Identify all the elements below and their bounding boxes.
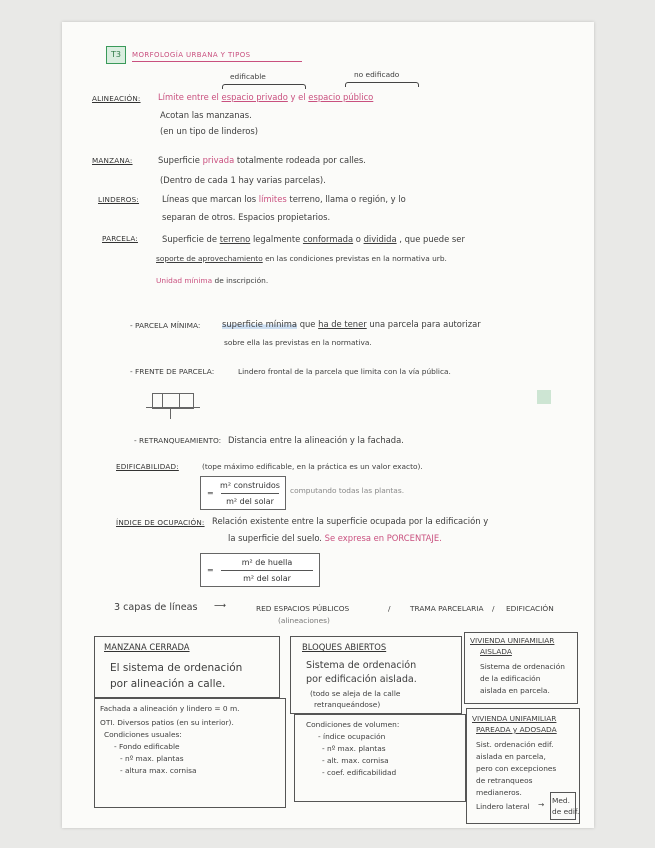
edificabilidad-note: computando todas las plantas. (290, 486, 405, 495)
capas-lead: 3 capas de líneas (114, 602, 198, 613)
retranqueo-text: Distancia entre la alineación y la fachada. (228, 435, 404, 445)
linderos-text-3: terreno, llama o región, y lo (289, 194, 406, 204)
manzana-detail-2: OTI. Diversos patios (en su interior). (100, 718, 234, 727)
term-parcela-minima: - PARCELA MÍNIMA: (130, 321, 201, 330)
parcela-text-unidad: Unidad mínima (156, 276, 213, 285)
alineacion-line-2: Acotan las manzanas. (160, 110, 252, 120)
manzana-detail-3: Condiciones usuales: (104, 730, 182, 739)
box-pareada-line-1: Sist. ordenación edif. (476, 740, 554, 749)
edificabilidad-numerator: m² construidos (220, 481, 280, 490)
capas-sep-2: / (492, 604, 495, 613)
box-pareada-line-7: Med. (552, 796, 570, 805)
edificabilidad-formula (200, 476, 286, 510)
ocupacion-line-2b: Se expresa en PORCENTAJE. (324, 533, 442, 543)
box-aislada-title-1: VIVIENDA UNIFAMILIAR (470, 636, 555, 645)
box-pareada-line-6: Lindero lateral (476, 802, 530, 811)
box-manzana-title: MANZANA CERRADA (104, 642, 190, 652)
box-bloques-line-4: retranqueándose) (314, 700, 381, 709)
box-pareada-line-4: de retranqueos (476, 776, 533, 785)
term-linderos: LINDEROS: (98, 195, 140, 204)
formula-bar (221, 493, 279, 494)
parcela-text-inscripcion: de inscripción. (214, 276, 269, 285)
formula-equals: = (207, 488, 214, 498)
box-aislada-line-3: aislada en parcela. (480, 686, 550, 695)
bloques-detail-3: - nº max. plantas (322, 744, 386, 753)
box-pareada-title-2: PAREADA y ADOSADA (476, 725, 557, 734)
alineacion-text-3: y el (290, 92, 306, 102)
term-ocupacion: ÍNDICE DE OCUPACIÓN: (116, 518, 205, 527)
parcela-text-conformada: conformada (302, 234, 354, 244)
box-aislada-line-2: de la edificación (480, 674, 541, 683)
parcela-text-1: Superficie de (162, 234, 218, 244)
parcela-text-5: o (355, 234, 361, 244)
title-underline (132, 61, 302, 62)
edificabilidad-text: (tope máximo edificable, en la práctica es un valor exacto). (202, 462, 423, 471)
box-manzana-line-2: por alineación a calle. (110, 678, 226, 690)
arrow-icon: ⟶ (214, 600, 227, 610)
box-pareada-title-1: VIVIENDA UNIFAMILIAR (472, 714, 557, 723)
parcela-text-condiciones: en las condiciones previstas en la normativa urb. (265, 254, 447, 263)
bloques-detail-2: - índice ocupación (318, 732, 386, 741)
parcela-minima-text-1: superficie mínima (222, 319, 298, 329)
alineacion-text-private: espacio privado (221, 92, 288, 102)
term-edificabilidad: EDIFICABILIDAD: (116, 462, 179, 471)
ocupacion-line-1: Relación existente entre la superficie ocupada por la edificación y (212, 516, 489, 526)
manzana-text-private: privada (202, 155, 235, 165)
alineacion-text-1: Límite entre el (158, 92, 219, 102)
parcela-text-soporte: soporte de aprovechamiento (156, 254, 263, 263)
box-bloques-line-1: Sistema de ordenación (306, 660, 417, 671)
ocupacion-numerator: m² de huella (241, 558, 293, 567)
bloques-detail-5: - coef. edificabilidad (322, 768, 397, 777)
manzana-text-3: totalmente rodeada por calles. (236, 155, 366, 165)
capas-sub: (alineaciones) (278, 616, 330, 625)
box-manzana-line-1: El sistema de ordenación (110, 662, 243, 674)
linderos-line-2: separan de otros. Espacios propietarios. (162, 212, 331, 222)
box-bloques-line-3: (todo se aleja de la calle (310, 689, 401, 698)
parcela-minima-line-2: sobre ella las previstas en la normativa. (224, 338, 372, 347)
linderos-text-limites: límites (258, 194, 287, 204)
manzana-text-1: Superficie (158, 155, 200, 165)
notebook-page (62, 22, 594, 828)
formula-equals-2: = (207, 565, 214, 575)
manzana-detail-1: Fachada a alineación y lindero = 0 m. (100, 704, 240, 713)
ocupacion-denominator: m² del solar (243, 574, 291, 583)
box-aislada-line-1: Sistema de ordenación (480, 662, 565, 671)
box-bloques-title: BLOQUES ABIERTOS (302, 642, 387, 652)
term-frente: - FRENTE DE PARCELA: (130, 367, 215, 376)
alineacion-text-public: espacio público (308, 92, 374, 102)
frente-sketch-axis (170, 407, 171, 419)
manzana-detail-5: - nº max. plantas (120, 754, 184, 763)
linderos-text-1: Líneas que marcan los (162, 194, 257, 204)
parcela-minima-text-4: una parcela para autorizar (369, 319, 481, 329)
capas-item-3: EDIFICACIÓN (506, 604, 554, 613)
brace-public (345, 82, 419, 87)
manzana-detail-4: - Fondo edificable (114, 742, 180, 751)
box-pareada-line-8: de edif. (552, 807, 580, 816)
bloques-detail-4: - alt. max. cornisa (322, 756, 389, 765)
term-retranqueo: - RETRANQUEAMIENTO: (134, 436, 222, 445)
label-no-edificado: no edificado (354, 70, 400, 79)
ocupacion-formula (200, 553, 320, 587)
bloques-detail-1: Condiciones de volumen: (306, 720, 400, 729)
capas-item-1: RED ESPACIOS PÚBLICOS (256, 604, 350, 613)
frente-text: Lindero frontal de la parcela que limita con la vía pública. (238, 367, 451, 376)
formula-bar-2 (221, 570, 313, 571)
arrow-icon-2: → (538, 800, 545, 809)
term-alineacion: ALINEACIÓN: (92, 94, 141, 103)
box-pareada-line-3: pero con excepciones (476, 764, 557, 773)
capas-item-2: TRAMA PARCELARIA (410, 604, 484, 613)
brace-private (222, 84, 306, 89)
box-manzana-details (94, 698, 286, 808)
green-mark (537, 390, 551, 404)
topic-badge: T3 (106, 46, 126, 64)
alineacion-line-3: (en un tipo de linderos) (160, 126, 258, 136)
manzana-detail-6: - altura max. cornisa (120, 766, 197, 775)
edificabilidad-denominator: m² del solar (226, 497, 274, 506)
frente-sketch-street (146, 407, 200, 408)
parcela-text-7: , que puede ser (399, 234, 465, 244)
box-bloques-line-2: por edificación aislada. (306, 674, 417, 685)
parcela-text-dividida: dividida (363, 234, 397, 244)
parcela-minima-text-3: ha de tener (318, 319, 367, 329)
term-manzana: MANZANA: (92, 156, 133, 165)
manzana-line-2: (Dentro de cada 1 hay varias parcelas). (160, 175, 326, 185)
ocupacion-line-2a: la superficie del suelo. (228, 533, 322, 543)
page-title: MORFOLOGÍA URBANA Y TIPOS (132, 51, 251, 59)
box-pareada-line-2: aislada en parcela, (476, 752, 546, 761)
box-aislada-title-2: AISLADA (480, 647, 512, 656)
box-pareada-line-5: medianeros. (476, 788, 522, 797)
parcela-text-terreno: terreno (219, 234, 251, 244)
capas-sep-1: / (388, 604, 391, 613)
parcela-minima-text-2: que (299, 319, 316, 329)
parcela-text-3: legalmente (252, 234, 301, 244)
label-edificable: edificable (230, 72, 266, 81)
term-parcela: PARCELA: (102, 234, 138, 243)
